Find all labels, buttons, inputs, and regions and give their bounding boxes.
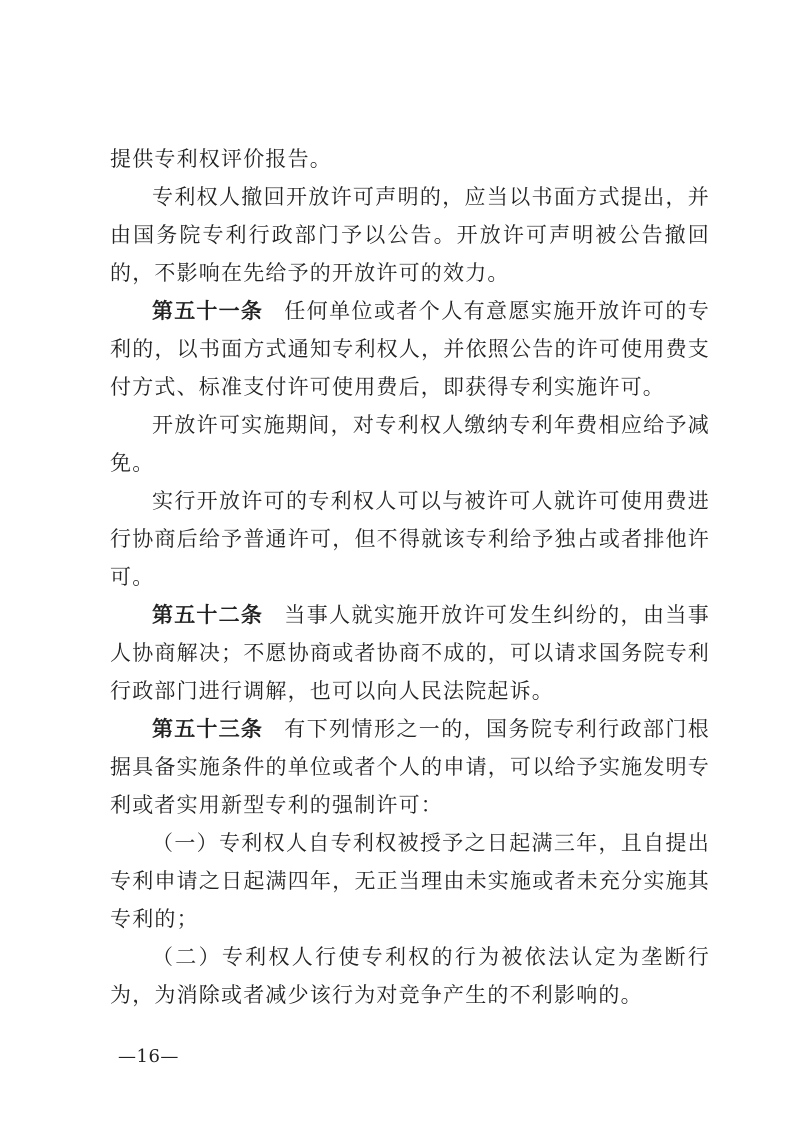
article-52-paragraph xyxy=(110,596,710,710)
paragraph-text: （一）专利权人自专利权被授予之日起满三年，且自提出专利申请之日起满四年，无正当理由未实施或者未充分实施其专利的； xyxy=(110,831,710,931)
clause-1-paragraph xyxy=(110,824,710,938)
paragraph-4 xyxy=(110,406,710,482)
paragraph-text: 当事人就实施开放许可发生纠纷的，由当事人协商解决；不愿协商或者协商不成的，可以请求国务院专利行政部门进行调解，也可以向人民法院起诉。 xyxy=(110,603,710,703)
paragraph-text: 专利权人撤回开放许可声明的，应当以书面方式提出，并由国务院专利行政部门予以公告。开放许可声明被公告撤回的，不影响在先给予的开放许可的效力。 xyxy=(110,185,710,285)
paragraph-text: 提供专利权评价报告。 xyxy=(110,147,332,171)
paragraph-text: 实行开放许可的专利权人可以与被许可人就许可使用费进行协商后给予普通许可，但不得就该专利给予独占或者排他许可。 xyxy=(110,489,710,589)
paragraph-text: （二）专利权人行使专利权的行为被依法认定为垄断行为，为消除或者减少该行为对竞争产生的不利影响的。 xyxy=(110,945,710,1007)
page-number: —16— xyxy=(118,1046,179,1067)
paragraph-5 xyxy=(110,482,710,596)
article-53-title: 第五十三条 xyxy=(152,717,264,741)
clause-2-paragraph xyxy=(110,938,710,1014)
paragraph-text: 有下列情形之一的，国务院专利行政部门根据具备实施条件的单位或者个人的申请，可以给予实施发明专利或者实用新型专利的强制许可： xyxy=(110,717,710,817)
paragraph-text: 开放许可实施期间，对专利权人缴纳专利年费相应给予减免。 xyxy=(110,413,710,475)
article-52-title: 第五十二条 xyxy=(152,603,264,627)
document-body xyxy=(110,140,710,1014)
paragraph-1 xyxy=(110,140,710,178)
article-53-paragraph xyxy=(110,710,710,824)
paragraph-text: 任何单位或者个人有意愿实施开放许可的专利的，以书面方式通知专利权人，并依照公告的许可使用费支付方式、标准支付许可使用费后，即获得专利实施许可。 xyxy=(110,299,710,399)
article-51-paragraph xyxy=(110,292,710,406)
paragraph-2 xyxy=(110,178,710,292)
article-51-title: 第五十一条 xyxy=(152,299,264,323)
